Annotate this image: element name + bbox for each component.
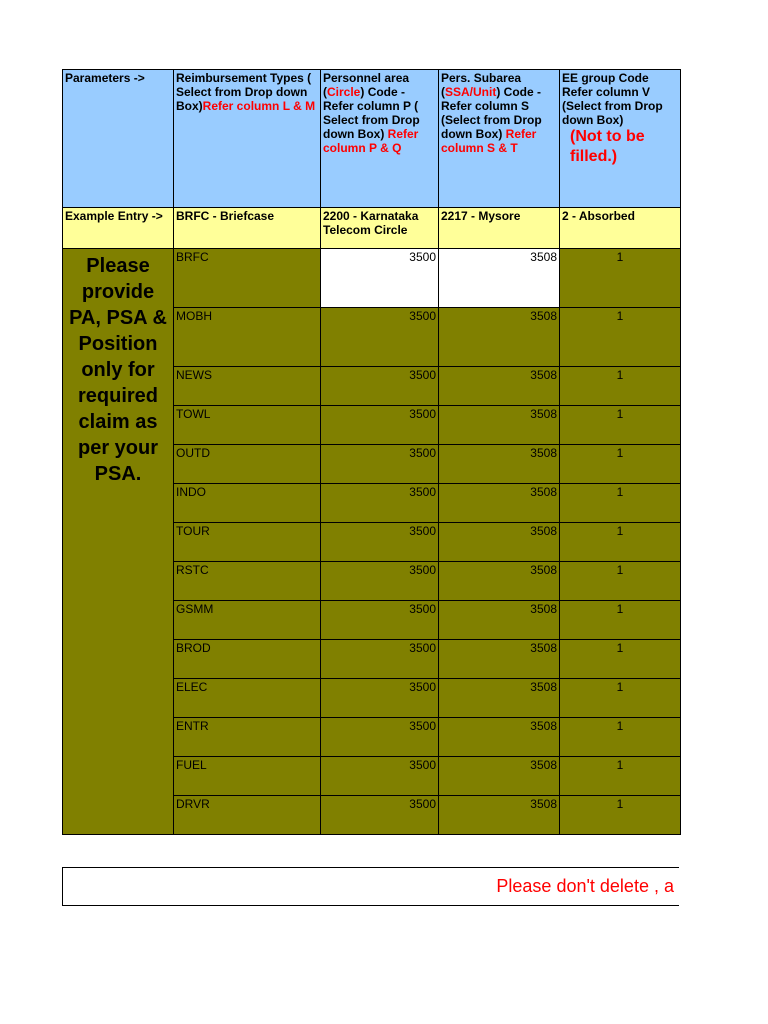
header-ee-group[interactable] [560, 70, 681, 208]
personnel-area-code: 3500 [409, 563, 436, 577]
instruction-note: Please provide PA, PSA & Position only for required claim as per your PSA. [69, 255, 167, 485]
pers-subarea-code: 3508 [530, 446, 557, 460]
ee-group-code: 1 [616, 758, 624, 772]
personnel-area-cell[interactable] [321, 796, 439, 835]
pers-subarea-cell[interactable] [439, 308, 560, 367]
ee-group-cell[interactable] [560, 757, 681, 796]
ee-group-cell[interactable] [560, 523, 681, 562]
header-col2-ref: Refer column L & M [202, 99, 316, 113]
reimbursement-type: OUTD [176, 446, 210, 460]
reimbursement-type-cell[interactable] [174, 640, 321, 679]
reimbursement-type-cell[interactable] [174, 601, 321, 640]
ee-group-cell[interactable] [560, 308, 681, 367]
example-group-cell[interactable] [560, 208, 681, 249]
personnel-area-cell[interactable] [321, 445, 439, 484]
ee-group-code: 1 [616, 368, 624, 382]
personnel-area-cell[interactable] [321, 757, 439, 796]
personnel-area-cell[interactable] [321, 679, 439, 718]
personnel-area-code: 3500 [409, 407, 436, 421]
personnel-area-cell[interactable] [321, 367, 439, 406]
ee-group-cell[interactable] [560, 679, 681, 718]
example-group: 2 - Absorbed [562, 209, 635, 223]
header-personnel-area[interactable] [321, 70, 439, 208]
header-col3-ref: Refer column P & Q [323, 127, 419, 155]
example-subarea: 2217 - Mysore [441, 209, 521, 223]
pers-subarea-code: 3508 [530, 758, 557, 772]
data-rows [63, 249, 681, 835]
header-col4-ssa: SSA/Unit [445, 85, 497, 99]
personnel-area-code: 3500 [409, 641, 436, 655]
reimbursement-type: ELEC [176, 680, 208, 694]
ee-group-code: 1 [616, 524, 624, 538]
personnel-area-cell[interactable] [321, 640, 439, 679]
ee-group-cell[interactable] [560, 562, 681, 601]
pers-subarea-code: 3508 [530, 680, 557, 694]
personnel-area-code: 3500 [409, 524, 436, 538]
reimbursement-type: TOWL [176, 407, 211, 421]
table-row [63, 249, 681, 308]
pers-subarea-code: 3508 [530, 641, 557, 655]
ee-group-cell[interactable] [560, 640, 681, 679]
reimbursement-type: ENTR [176, 719, 209, 733]
personnel-area-code: 3500 [409, 368, 436, 382]
ee-group-cell[interactable] [560, 796, 681, 835]
personnel-area-cell[interactable] [321, 718, 439, 757]
ee-group-cell[interactable] [560, 406, 681, 445]
ee-group-cell[interactable] [560, 484, 681, 523]
personnel-area-cell[interactable] [321, 562, 439, 601]
header-col5-text: EE group Code Refer column V (Select from Drop down Box) [562, 71, 663, 127]
personnel-area-code: 3500 [409, 602, 436, 616]
pers-subarea-cell[interactable] [439, 367, 560, 406]
pers-subarea-cell[interactable] [439, 601, 560, 640]
ee-group-code: 1 [616, 563, 624, 577]
pers-subarea-cell[interactable] [439, 484, 560, 523]
ee-group-code: 1 [616, 485, 624, 499]
header-pers-subarea[interactable] [439, 70, 560, 208]
reimbursement-type-cell[interactable] [174, 679, 321, 718]
personnel-area-code: 3500 [409, 250, 436, 264]
pers-subarea-code: 3508 [530, 524, 557, 538]
pers-subarea-cell[interactable] [439, 679, 560, 718]
personnel-area-cell[interactable] [321, 601, 439, 640]
header-col4-text-c: ) Code - Refer column S (Select from Drop down Box) [441, 85, 542, 141]
reimbursement-type-cell[interactable] [174, 308, 321, 367]
personnel-area-cell[interactable] [321, 249, 439, 308]
ee-group-cell[interactable] [560, 249, 681, 308]
reimbursement-type-cell[interactable] [174, 796, 321, 835]
header-row [63, 70, 681, 208]
reimbursement-type-cell[interactable] [174, 445, 321, 484]
example-area-cell[interactable] [321, 208, 439, 249]
header-col3-text-c: ) Code - Refer column P ( Select from Drop down Box) [323, 85, 420, 141]
reimbursement-type-cell[interactable] [174, 249, 321, 308]
pers-subarea-code: 3508 [530, 309, 557, 323]
personnel-area-code: 3500 [409, 719, 436, 733]
ee-group-cell[interactable] [560, 445, 681, 484]
reimbursement-type-cell[interactable] [174, 757, 321, 796]
reimbursement-type: DRVR [176, 797, 210, 811]
example-label: Example Entry -> [65, 209, 163, 223]
ee-group-code: 1 [616, 797, 624, 811]
header-reimbursement-types[interactable] [174, 70, 321, 208]
ee-group-cell[interactable] [560, 601, 681, 640]
ee-group-code: 1 [616, 602, 624, 616]
pers-subarea-code: 3508 [530, 563, 557, 577]
reimbursement-type: BRFC [176, 250, 209, 264]
pers-subarea-code: 3508 [530, 250, 557, 264]
personnel-area-code: 3500 [409, 309, 436, 323]
pers-subarea-cell[interactable] [439, 406, 560, 445]
ee-group-code: 1 [616, 407, 624, 421]
ee-group-code: 1 [616, 309, 624, 323]
header-col2-text: Reimbursement Types ( Select from Drop down Box) [176, 71, 312, 113]
header-col4-text-a: Pers. Subarea ( [441, 71, 522, 99]
pers-subarea-code: 3508 [530, 602, 557, 616]
example-subarea-cell[interactable] [439, 208, 560, 249]
instruction-note-cell[interactable] [63, 249, 174, 835]
reimbursement-type: GSMM [176, 602, 214, 616]
personnel-area-code: 3500 [409, 446, 436, 460]
personnel-area-cell[interactable] [321, 523, 439, 562]
reimbursement-type-cell[interactable] [174, 523, 321, 562]
ee-group-code: 1 [616, 250, 624, 264]
ee-group-code: 1 [616, 641, 624, 655]
personnel-area-code: 3500 [409, 485, 436, 499]
example-type: BRFC - Briefcase [176, 209, 275, 223]
reimbursement-type: INDO [176, 485, 206, 499]
reimbursement-type: NEWS [176, 368, 212, 382]
pers-subarea-cell[interactable] [439, 757, 560, 796]
example-row [63, 208, 681, 249]
pers-subarea-code: 3508 [530, 407, 557, 421]
example-type-cell[interactable] [174, 208, 321, 249]
personnel-area-cell[interactable] [321, 484, 439, 523]
reimbursement-type: TOUR [176, 524, 210, 538]
example-label-cell[interactable] [63, 208, 174, 249]
header-parameters[interactable] [63, 70, 174, 208]
reimbursement-type: RSTC [176, 563, 209, 577]
reimbursement-type-cell[interactable] [174, 562, 321, 601]
pers-subarea-cell[interactable] [439, 718, 560, 757]
pers-subarea-code: 3508 [530, 719, 557, 733]
ee-group-code: 1 [616, 446, 624, 460]
personnel-area-code: 3500 [409, 797, 436, 811]
pers-subarea-code: 3508 [530, 797, 557, 811]
personnel-area-cell[interactable] [321, 308, 439, 367]
pers-subarea-cell[interactable] [439, 445, 560, 484]
personnel-area-cell[interactable] [321, 406, 439, 445]
reimbursement-type: FUEL [176, 758, 207, 772]
reimbursement-type-cell[interactable] [174, 718, 321, 757]
pers-subarea-cell[interactable] [439, 640, 560, 679]
reimbursement-type-cell[interactable] [174, 367, 321, 406]
reimbursement-type: BROD [176, 641, 211, 655]
reimbursement-type-cell[interactable] [174, 406, 321, 445]
header-parameters-label: Parameters -> [65, 71, 145, 85]
header-col5-note: (Not to be filled.) [570, 128, 645, 165]
ee-group-cell[interactable] [560, 718, 681, 757]
ee-group-code: 1 [616, 719, 624, 733]
reimbursement-type-cell[interactable] [174, 484, 321, 523]
pers-subarea-code: 3508 [530, 368, 557, 382]
personnel-area-code: 3500 [409, 758, 436, 772]
reimbursement-sheet [62, 69, 681, 835]
footer-warning [62, 867, 679, 906]
reimbursement-type: MOBH [176, 309, 212, 323]
example-area: 2200 - Karnataka Telecom Circle [323, 209, 419, 237]
ee-group-cell[interactable] [560, 367, 681, 406]
header-col4-ref: Refer column S & T [441, 127, 537, 155]
pers-subarea-code: 3508 [530, 485, 557, 499]
ee-group-code: 1 [616, 680, 624, 694]
header-col3-text-a: Personnel area ( [323, 71, 410, 99]
footer-text: Please don't delete , a [496, 876, 674, 896]
pers-subarea-cell[interactable] [439, 562, 560, 601]
header-col3-circle: Circle [327, 85, 361, 99]
pers-subarea-cell[interactable] [439, 796, 560, 835]
personnel-area-code: 3500 [409, 680, 436, 694]
pers-subarea-cell[interactable] [439, 523, 560, 562]
pers-subarea-cell[interactable] [439, 249, 560, 308]
